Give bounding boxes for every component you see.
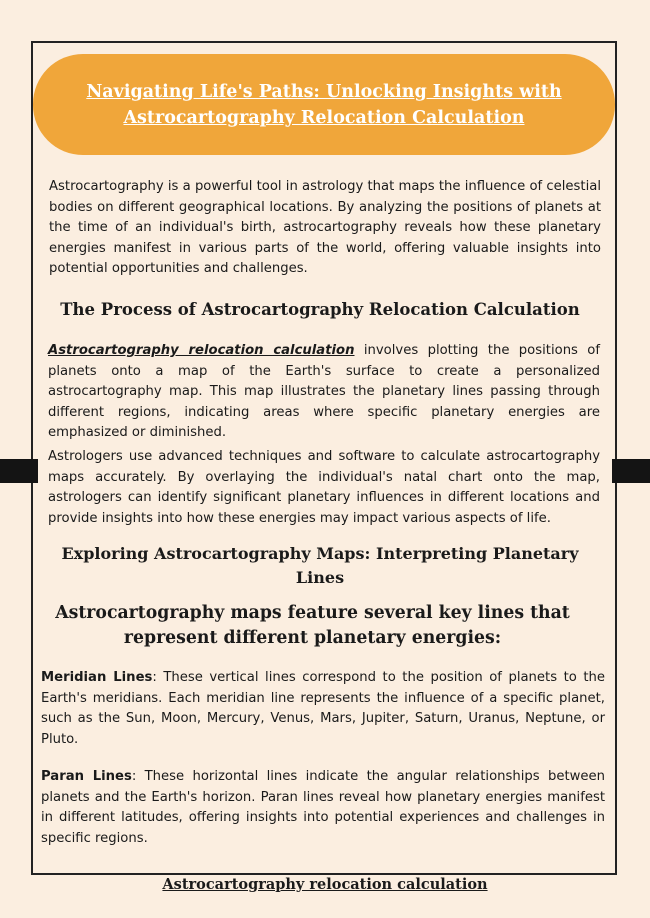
left-edge-marker [0,459,38,483]
process-heading: The Process of Astrocartography Relocation Calculation [60,300,580,319]
key-lines-subheading: Astrocartography maps feature several key lines that represent different planetary energies: [55,603,570,648]
paran-lines-text: : These horizontal lines indicate the angular relationships between planets and the Earth's horizon. Paran lines reveal how planetary energies manifest in different latitudes, offering insights into potential experiences and challenges in specific regions. [41,769,605,846]
meridian-lines-item [41,668,605,750]
process-paragraph [48,341,600,444]
techniques-paragraph: Astrologers use advanced techniques and software to calculate astrocartography maps accurately. By overlaying the individual's natal chart onto the map, astrologers can identify significant planetary influences in different locations and provide insights into how these energies may impact various aspects of life. [48,449,600,526]
right-edge-marker [612,459,650,483]
paran-lines-item [41,767,605,849]
paran-lines-term: Paran Lines [41,769,132,784]
page-title: Navigating Life's Paths: Unlocking Insights with Astrocartography Relocation Calculation [86,81,562,128]
process-paragraph-text: involves plotting the positions of planets onto a map of the Earth's surface to create a personalized astrocartography map. This map illustrates the planetary lines passing through different regions, indicating areas where specific planetary energies are emphasized or diminished. [48,343,601,441]
footer-link[interactable]: Astrocartography relocation calculation [162,876,488,893]
meridian-lines-text: : These vertical lines correspond to the position of planets to the Earth's meridians. Each meridian line represents the influence of a specific planet, such as the Sun, Moon, Mercury, Venus, Mars, Jupiter, Saturn, Uranus, Neptune, or Pluto. [41,670,605,747]
title-banner [33,54,615,155]
intro-paragraph: Astrocartography is a powerful tool in astrology that maps the influence of celestial bodies on different geographical locations. By analyzing the positions of planets at the time of an individual's birth, astrocartography reveals how these planetary energies manifest in various parts of the world, offering valuable insights into potential opportunities and challenges. [49,179,601,277]
relocation-calculation-link[interactable]: Astrocartography relocation calculation [48,343,355,358]
explore-heading: Exploring Astrocartography Maps: Interpreting Planetary Lines [61,544,579,587]
meridian-lines-term: Meridian Lines [41,670,153,685]
